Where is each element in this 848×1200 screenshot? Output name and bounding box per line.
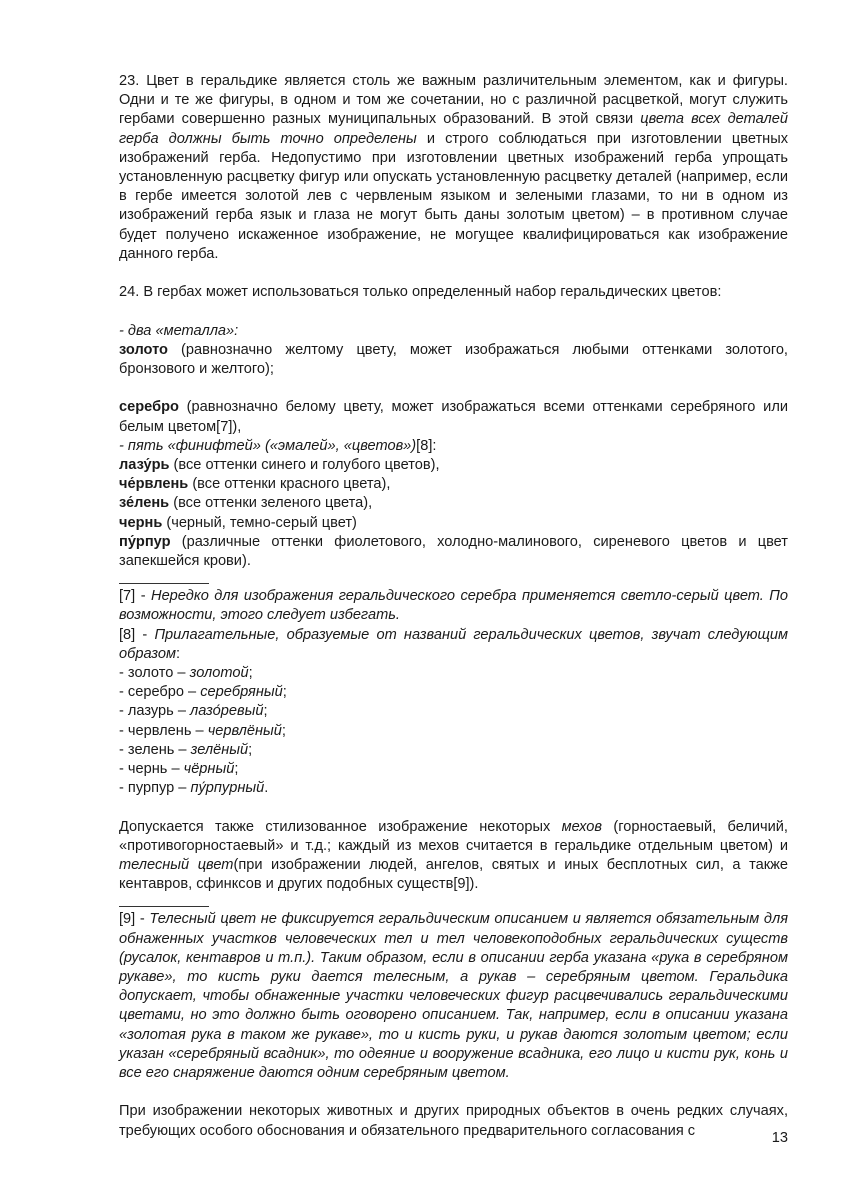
adjective-item (119, 760, 788, 779)
paragraph-23 (119, 72, 788, 264)
adjective-noun: - червлень – (119, 722, 208, 739)
adjective-end: ; (263, 703, 268, 720)
tincture-desc: (все оттенки синего и голубого цветов), (169, 457, 440, 474)
adjective-noun: - золото – (119, 665, 190, 682)
adjective-noun: - чернь – (119, 761, 184, 778)
tincture-desc: (различные оттенки фиолетового, холодно-малинового, сиреневого цветов и цвет запекшейся крови). (119, 533, 788, 570)
tincture-desc: (все оттенки зеленого цвета), (169, 495, 373, 512)
adjective-end: ; (248, 665, 253, 682)
tincture-item (119, 456, 788, 475)
spacer (119, 302, 788, 321)
tincture-term: зе́лень (119, 495, 170, 512)
adjective-item (119, 741, 788, 760)
footnote-ref-8[interactable]: [8]: (416, 437, 437, 454)
adjective-noun: - лазурь – (119, 703, 190, 720)
footnote-9-text: Телесный цвет не фиксируется геральдическим описанием и является обязательным для обнаженных участков человеческих тел и тел человекоподобных геральдических существ (русалок, кентавров и т.п.). Таким образом, если в описании герба указана «рука в серебряном рукаве», то кисть руки дается телесным, а рукав – серебряным цветом. Геральдика допускает, чтобы обнаженные участки человеческих фигур расцвечивались геральдическими цветами, но это должно быть оговорено описанием. Так, например, если в описании указана «золотая рука в таком же рукаве», то и кисть руки, и рукав даются золотым цветом; если указан «серебряный всадник», то одеяние и вооружение всадника, его лицо и кисти рук, конь и все его снаряжение даются одним серебряным цветом. (119, 911, 788, 1082)
document-page (119, 72, 788, 1141)
footnote-8-text: Прилагательные, образуемые от названий геральдических цветов, звучат следующим образом (119, 626, 789, 662)
tincture-item (119, 475, 788, 494)
adjective-form: лазо́ревый (190, 703, 264, 720)
adjective-form: червлёный (207, 722, 282, 739)
adjective-noun: - пурпур – (119, 780, 191, 797)
spacer (119, 379, 788, 398)
tincture-item (119, 494, 788, 513)
gold-term: золото (119, 341, 168, 358)
spacer (119, 1083, 788, 1102)
spacer (119, 264, 788, 283)
tincture-term: чернь (119, 514, 163, 531)
adjective-form: пу́рпурный (190, 780, 265, 797)
footnote-8-colon: : (175, 645, 181, 662)
footnote-separator (119, 583, 209, 584)
adjective-end: ; (234, 761, 239, 778)
silver-item (119, 398, 788, 436)
paragraph-24: 24. В гербах может использоваться только определенный набор геральдических цветов: (119, 284, 722, 301)
adjective-noun: - зелень – (119, 741, 191, 758)
adjective-item (119, 702, 788, 721)
adjective-form: золотой (189, 665, 249, 682)
adjective-noun: - серебро – (119, 684, 201, 701)
adjective-item (119, 779, 788, 798)
metals-heading-text: - два «металла»: (119, 322, 239, 339)
tincture-term: че́рвлень (119, 476, 189, 493)
metals-heading (119, 322, 788, 341)
tincture-term: пу́рпур (119, 533, 171, 550)
silver-term: серебро (119, 399, 179, 416)
furs-text-1: Допускается также стилизованное изображение некоторых (119, 818, 562, 835)
gold-desc: (равнозначно желтому цвету, может изображаться любыми оттенками золотого, бронзового и желтого); (119, 341, 788, 378)
adjective-end: . (264, 780, 269, 797)
tincture-term: лазу́рь (119, 457, 170, 474)
silver-desc: (равнозначно белому цвету, может изображаться всеми оттенками серебряного или белым цветом[7]), (119, 399, 788, 435)
footnote-7 (119, 587, 788, 625)
tincture-item (119, 514, 788, 533)
footnote-8-ref: [8] - (119, 626, 155, 643)
furs-paragraph (119, 818, 788, 895)
furs-text-3: (при изображении людей, ангелов, святых и иных бесплотных сил, а также кентавров, сфинксов и других подобных существ[9]). (119, 857, 788, 893)
tinctures-heading-text: - пять «финифтей» («эмалей», «цветов») (119, 437, 417, 454)
spacer (119, 798, 788, 817)
footnote-7-text: Нередко для изображения геральдического серебра применяется светло-серый цвет. По возможности, этого следует избегать. (119, 588, 788, 624)
flesh-color-emphasis: телесный цвет (119, 857, 234, 874)
page-number: 13 (771, 1130, 788, 1146)
last-paragraph: При изображении некоторых животных и других природных объектов в очень редких случаях, требующих особого обоснования и обязательного предварительного согласования с (119, 1103, 788, 1139)
tincture-item (119, 533, 788, 571)
footnote-9 (119, 910, 788, 1083)
paragraph-23-text-end: и строго соблюдаться при изготовлении цветных изображений герба. Недопустимо при изготовлении цветных изображений герба упрощать установленную расцветку фигур или опускать установленную расцветку деталей (например, если в гербе имеется золотой лев с червленым языком и зелеными глазами, то ни в одном из изображений герба язык и глаза не могут быть даны золотым цветом) – в противном случае будет получено искаженное изображение, не могущее квалифицироваться как изображение данного герба. (119, 130, 788, 262)
furs-emphasis: мехов (561, 818, 602, 835)
adjective-end: ; (248, 741, 253, 758)
adjective-form: чёрный (183, 761, 235, 778)
adjective-form: зелёный (190, 741, 249, 758)
adjective-item (119, 683, 788, 702)
furs-text-2: (горностаевый, беличий, «противогорностаевый» и т.д.; каждый из мехов считается в геральдике отдельным цветом) и (119, 818, 788, 854)
tincture-desc: (черный, темно-серый цвет) (162, 514, 357, 531)
adjective-form: серебряный (200, 684, 283, 701)
gold-item (119, 341, 788, 379)
tincture-desc: (все оттенки красного цвета), (188, 476, 391, 493)
adjective-end: ; (282, 684, 287, 701)
adjective-end: ; (281, 722, 286, 739)
paragraph-23-text-start: 23. Цвет в геральдике является столь же важным различительным элементом, как и фигуры. Одни и те же фигуры, в одном и том же сочетании, но с различной расцветкой, могут служить гербами совершенно разных муниципальных образований. В этой связи (119, 73, 788, 128)
footnote-8 (119, 626, 788, 664)
footnote-separator (119, 906, 209, 907)
tinctures-heading (119, 437, 788, 456)
footnote-9-ref: [9] - (119, 911, 150, 928)
adjective-item (119, 664, 788, 683)
adjective-item (119, 722, 788, 741)
footnote-7-ref: [7] - (119, 588, 152, 605)
paragraph-23-emphasis: цвета всех деталей герба должны быть точно определены (119, 111, 788, 147)
